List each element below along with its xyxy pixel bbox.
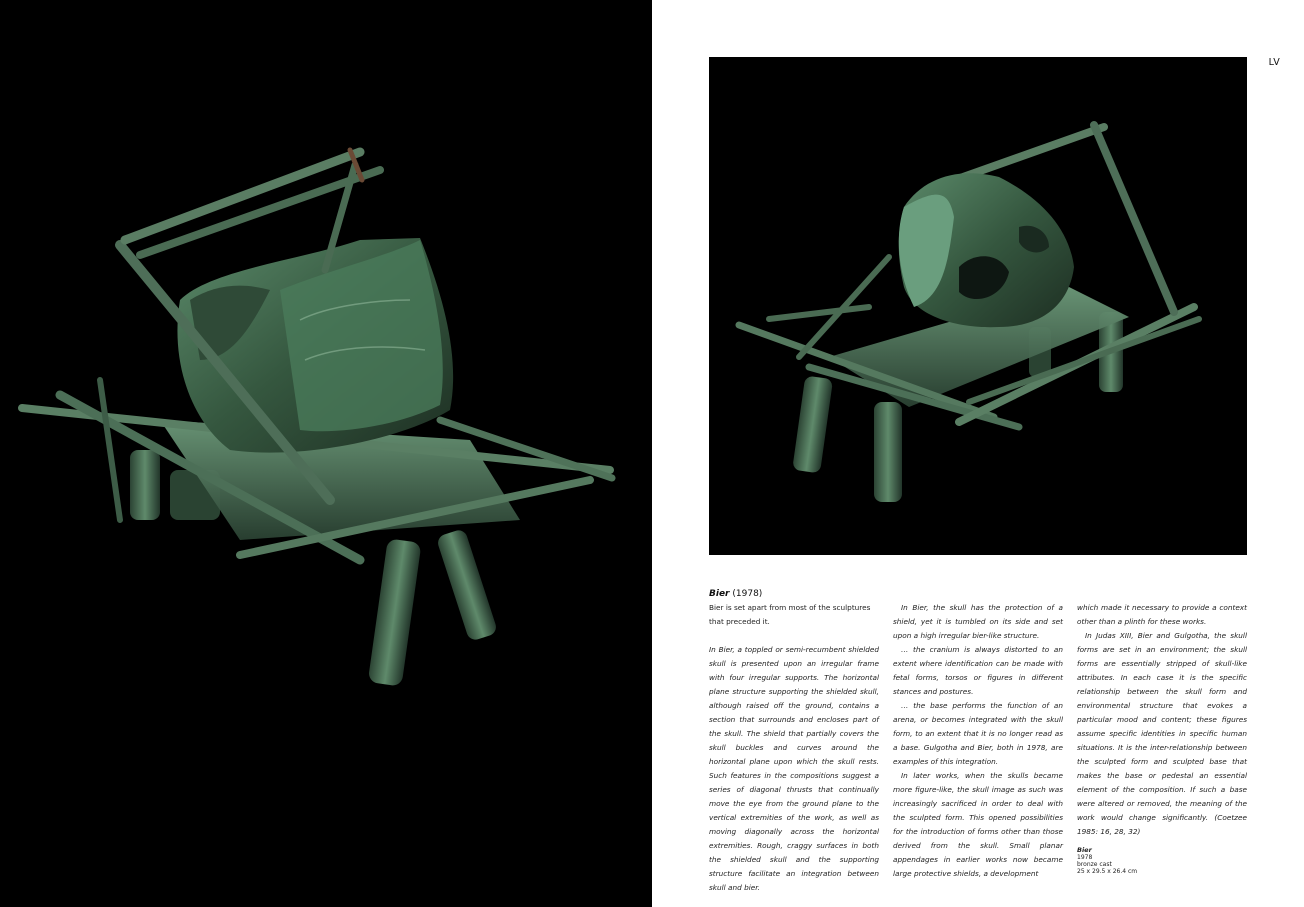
heading-title: Bier [709,589,730,599]
quote-paragraph-1: In Bier, the skull has the protection of a shield, yet it is tumbled on its side and set upon a high irregular bier-like structure. [893,603,1063,640]
sculpture-photo-right-image [709,57,1247,555]
sculpture-photo-right [709,57,1247,555]
caption-title: Bier [1077,846,1092,854]
caption-year: 1978 [1077,854,1093,861]
text-column-1 [709,601,879,895]
quote-paragraph-6: In Judas XIII, Bier and Gulgotha, the skull forms are set in an environment; the skull forms are essentially stripped of skull-like attributes. In each case it is the specific relationship between the skull form and environmental structure that evokes a particular mood and content; these figures assume specific identities in specific human situations. It is the inter-relationship between the sculpted form and sculpted base that makes the base or pedestal an essential element of the composition. If such a base were altered or removed, the meaning of the work would change significantly. (Coetzee 1985: 16, 28, 32) [1077,631,1247,836]
quote-paragraph-4: In later works, when the skulls became more figure-like, the skull image as such was increasingly sacrificed in order to deal with the sculpted form. This opened possibilities for the introduction of forms other than those derived from the skull. Small planar appendages in earlier works now became large protective shields, a development [893,771,1063,878]
body-paragraph: In Bier, a toppled or semi-recumbent shielded skull is presented upon an irregular frame with four irregular supports. The horizontal plane structure supporting the shielded skull, although raised off the ground, contains a section that surrounds and encloses part of the skull. The shield that partially covers the skull buckles and curves around the horizontal plane upon which the skull rests. Such features in the compositions suggest a series of diagonal thrusts that continually move the eye from the ground plane to the vertical extremities of the work, as well as moving diagonally across the horizontal extremities. Rough, craggy surfaces in both the shielded skull and the supporting structure facilitate an integration between skull and bier. [709,645,879,892]
caption-dimensions: 25 x 29.5 x 26.4 cm [1077,868,1138,875]
section-heading [709,589,762,599]
caption-medium: bronze cast [1077,861,1112,868]
quote-paragraph-2: … the cranium is always distorted to an extent where identification can be made with fetal forms, torsos or figures in different stances and postures. [893,645,1063,696]
quote-paragraph-3: … the base performs the function of an arena, or becomes integrated with the skull form, to an extent that it is no longer read as a base. Gulgotha and Bier, both in 1978, are examples of this integration. [893,701,1063,766]
page-number: LV [1268,57,1280,68]
quote-paragraph-5: which made it necessary to provide a context other than a plinth for these works. [1077,603,1247,626]
right-page [652,0,1304,907]
lead-paragraph: Bier is set apart from most of the sculptures that preceded it. [709,603,871,626]
text-column-3 [1077,601,1247,875]
heading-year: (1978) [732,589,763,599]
text-column-2 [893,601,1063,881]
artwork-caption [1077,847,1247,875]
